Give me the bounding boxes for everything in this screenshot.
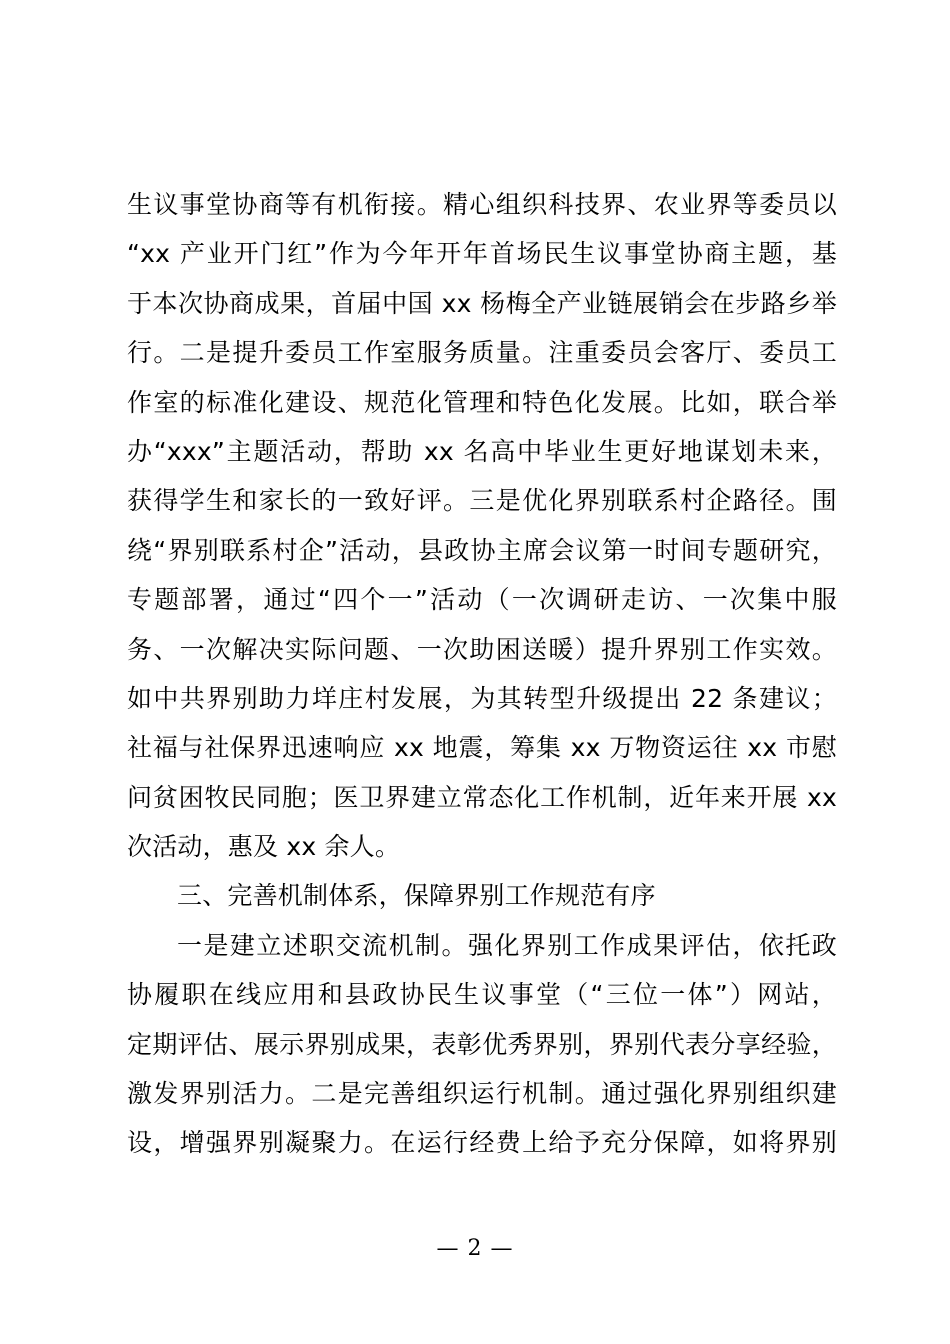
text-line: 行。二是提升委员工作室服务质量。注重委员会客厅、委员工 — [127, 338, 837, 368]
text-line: 专题部署，通过“四个一”活动（一次调研走访、一次集中服 — [127, 585, 837, 615]
text-line: 定期评估、展示界别成果，表彰优秀界别，界别代表分享经验， — [127, 1029, 837, 1059]
text-line: 绕“界别联系村企”活动，县政协主席会议第一时间专题研究， — [127, 535, 837, 565]
text-line: 问贫困牧民同胞；医卫界建立常态化工作机制，近年来开展 xx — [127, 782, 837, 812]
document-body — [127, 180, 837, 1168]
text-line: 设，增强界别凝聚力。在运行经费上给予充分保障，如将界别 — [127, 1128, 837, 1158]
text-line: 办“xxx”主题活动，帮助 xx 名高中毕业生更好地谋划未来， — [127, 436, 837, 466]
text-line: 于本次协商成果，首届中国 xx 杨梅全产业链展销会在步路乡举 — [127, 288, 837, 318]
text-line: 社福与社保界迅速响应 xx 地震，筹集 xx 万物资运往 xx 市慰 — [127, 733, 837, 763]
text-line: 如中共界别助力垟庄村发展，为其转型升级提出 22 条建议； — [127, 683, 837, 713]
text-line: 协履职在线应用和县政协民生议事堂（“三位一体”）网站， — [127, 980, 837, 1010]
text-line: 一是建立述职交流机制。强化界别工作成果评估，依托政 — [177, 930, 837, 960]
text-line: 作室的标准化建设、规范化管理和特色化发展。比如，联合举 — [127, 387, 837, 417]
text-line: 务、一次解决实际问题、一次助困送暖）提升界别工作实效。 — [127, 634, 837, 664]
text-line: 次活动，惠及 xx 余人。 — [127, 832, 401, 862]
section-heading: 三、完善机制体系，保障界别工作规范有序 — [177, 881, 656, 911]
text-line: 激发界别活力。二是完善组织运行机制。通过强化界别组织建 — [127, 1079, 837, 1109]
page-number: — 2 — — [436, 1236, 514, 1261]
text-line: “xx 产业开门红”作为今年开年首场民生议事堂协商主题，基 — [127, 239, 837, 269]
text-line: 获得学生和家长的一致好评。三是优化界别联系村企路径。围 — [127, 486, 837, 516]
text-line: 生议事堂协商等有机衔接。精心组织科技界、农业界等委员以 — [127, 190, 837, 219]
